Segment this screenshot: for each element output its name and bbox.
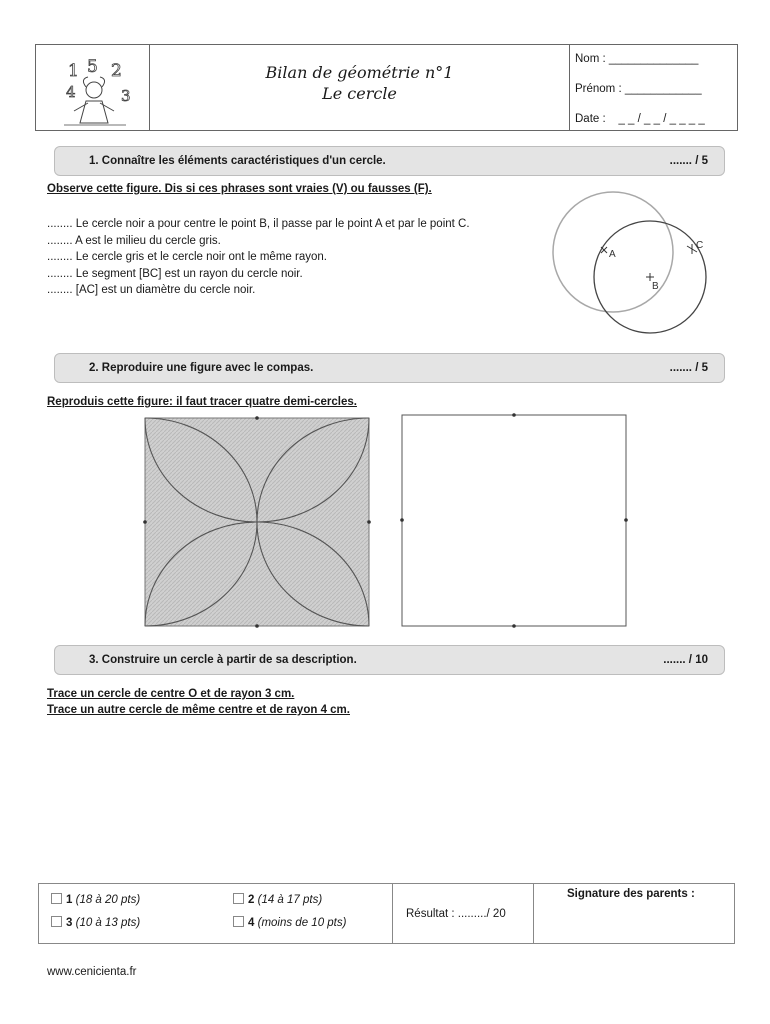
section-2-title: 2. Reproduire une figure avec le compas. bbox=[89, 362, 314, 374]
logo-digit: 3 bbox=[121, 87, 131, 105]
section-2-score: ....... / 5 bbox=[669, 362, 708, 374]
section-3-instruction-1: Trace un cercle de centre O et de rayon 3 cm. bbox=[47, 688, 295, 700]
mid-dot bbox=[255, 624, 259, 628]
point-a-marker bbox=[601, 247, 607, 253]
statement-list bbox=[47, 216, 470, 299]
website-link[interactable]: www.cenicienta.fr bbox=[47, 966, 137, 978]
mid-dot bbox=[400, 518, 404, 522]
signature-label: Signature des parents : bbox=[567, 888, 695, 900]
checkbox-icon[interactable] bbox=[233, 893, 244, 904]
logo-cell bbox=[36, 45, 150, 130]
circles-figure bbox=[545, 190, 735, 340]
result-field[interactable]: Résultat : ........./ 20 bbox=[406, 908, 506, 920]
grade-option-4[interactable]: 4 (moins de 10 pts) bbox=[233, 916, 346, 929]
point-b-marker bbox=[646, 273, 654, 281]
blank-square bbox=[402, 415, 626, 626]
title-cell bbox=[150, 45, 570, 130]
section-3-bar bbox=[54, 645, 725, 675]
section-1-title: 1. Connaître les éléments caractéristiques d'un cercle. bbox=[89, 155, 386, 167]
section-3-instruction-2: Trace un autre cercle de même centre et de rayon 4 cm. bbox=[47, 704, 350, 716]
logo-digit: 5 bbox=[87, 57, 98, 77]
blank-square-figure bbox=[398, 412, 630, 630]
prenom-field[interactable]: Prénom : ____________ bbox=[575, 83, 702, 95]
grade-option-2[interactable]: 2 (14 à 17 pts) bbox=[233, 893, 322, 906]
logo-digit: 4 bbox=[66, 83, 76, 101]
header-table bbox=[35, 44, 738, 131]
statement-item: ........ [AC] est un diamètre du cercle noir. bbox=[47, 284, 256, 296]
mid-dot bbox=[624, 518, 628, 522]
results-table bbox=[38, 883, 735, 944]
checkbox-icon[interactable] bbox=[51, 916, 62, 927]
section-3-title: 3. Construire un cercle à partir de sa description. bbox=[89, 654, 357, 666]
section-1-instruction: Observe cette figure. Dis si ces phrases sont vraies (V) ou fausses (F). bbox=[47, 183, 432, 195]
student-info-cell bbox=[570, 45, 737, 130]
logo-digit: 2 bbox=[111, 61, 122, 81]
mid-dot bbox=[512, 413, 516, 417]
model-figure bbox=[140, 412, 376, 632]
doc-subtitle: Le cercle bbox=[322, 84, 397, 103]
section-2-instruction: Reproduis cette figure: il faut tracer quatre demi-cercles. bbox=[47, 396, 357, 408]
logo-girl-icon bbox=[36, 45, 149, 130]
statement-item: ........ A est le milieu du cercle gris. bbox=[47, 234, 221, 247]
doc-title: Bilan de géométrie n°1 bbox=[265, 63, 454, 82]
checkbox-icon[interactable] bbox=[51, 893, 62, 904]
point-b-label: B bbox=[652, 281, 659, 292]
logo-digit: 1 bbox=[68, 61, 79, 81]
date-field[interactable]: Date : _ _ / _ _ / _ _ _ _ bbox=[575, 113, 705, 125]
point-c-label: C bbox=[696, 240, 704, 251]
section-1-score: ....... / 5 bbox=[669, 155, 708, 167]
section-3-score: ....... / 10 bbox=[663, 654, 708, 666]
statement-item: ........ Le cercle gris et le cercle noir ont le même rayon. bbox=[47, 251, 327, 263]
mid-dot bbox=[367, 520, 371, 524]
statement-item: ........ Le cercle noir a pour centre le point B, il passe par le point A et par le point C. bbox=[47, 218, 470, 230]
point-a-label: A bbox=[609, 249, 616, 260]
grade-option-3[interactable]: 3 (10 à 13 pts) bbox=[51, 916, 140, 929]
mid-dot bbox=[143, 520, 147, 524]
nom-field[interactable]: Nom : ______________ bbox=[575, 53, 699, 65]
section-2-bar bbox=[54, 353, 725, 383]
mid-dot bbox=[512, 624, 516, 628]
checkbox-icon[interactable] bbox=[233, 916, 244, 927]
mid-dot bbox=[255, 416, 259, 420]
section-1-bar bbox=[54, 146, 725, 176]
statement-item: ........ Le segment [BC] est un rayon du cercle noir. bbox=[47, 267, 303, 280]
grade-option-1[interactable]: 1 (18 à 20 pts) bbox=[51, 893, 140, 906]
